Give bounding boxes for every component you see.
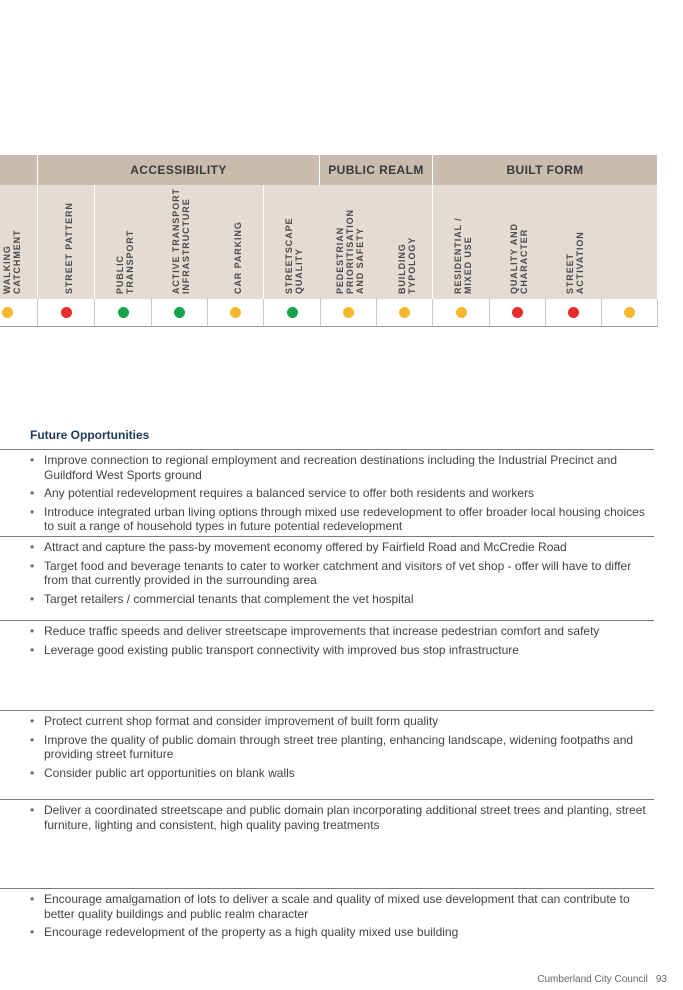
column-header-label: WALKING CATCHMENT: [2, 229, 22, 294]
list-item: [30, 925, 650, 940]
page-footer: [537, 974, 667, 985]
list-item-text: Deliver a coordinated streetscape and public domain plan incorporating additional street trees and planting, street furniture, lighting and consistent, high quality paving treatments: [44, 803, 646, 832]
column-header-label: RESIDENTIAL / MIXED USE: [453, 217, 473, 294]
list-item: [30, 714, 650, 729]
opportunity-group: [30, 892, 650, 944]
group-divider: [0, 710, 654, 711]
column-header-label: STREETSCAPE QUALITY: [284, 217, 304, 294]
list-item: [30, 505, 650, 534]
list-item: [30, 486, 650, 501]
rating-cell: [601, 299, 658, 326]
category-header-row: [0, 155, 658, 185]
list-item: [30, 643, 650, 658]
bullet-icon: •: [30, 732, 35, 747]
rating-cell: [320, 299, 377, 326]
bullet-icon: •: [30, 504, 35, 519]
category-public-realm: PUBLIC REALM: [320, 155, 433, 185]
list-item: [30, 540, 650, 555]
list-item-text: Encourage amalgamation of lots to deliver a scale and quality of mixed use development that can contribute to better quality buildings and public realm character: [44, 892, 630, 921]
rating-dot-red: [61, 307, 72, 318]
group-divider: [0, 536, 654, 537]
column-header-label: CAR PARKING: [233, 221, 243, 294]
rating-dot-amber: [230, 307, 241, 318]
opportunity-group: [30, 540, 650, 610]
bullet-icon: •: [30, 591, 35, 606]
rating-dot-amber: [399, 307, 410, 318]
rating-dot-amber: [456, 307, 467, 318]
column-header-label: QUALITY AND CHARACTER: [509, 223, 529, 294]
page-number: 93: [655, 974, 667, 985]
opportunity-group: [30, 714, 650, 784]
rating-cell: [376, 299, 433, 326]
bullet-icon: •: [30, 803, 35, 817]
list-item-text: Protect current shop format and consider improvement of built form quality: [44, 714, 439, 728]
rating-dot-amber: [624, 307, 635, 318]
list-item: [30, 803, 650, 832]
group-divider: [0, 888, 654, 889]
category-built-form: BUILT FORM: [433, 155, 658, 185]
list-item: [30, 624, 650, 639]
rating-cell: [0, 299, 38, 326]
bullet-icon: •: [30, 765, 35, 780]
opportunity-group: [30, 453, 650, 538]
bullet-icon: •: [30, 486, 35, 500]
rating-dot-green: [287, 307, 298, 318]
rating-cell: [207, 299, 264, 326]
rating-cell: [264, 299, 321, 326]
rating-cell: [38, 299, 95, 326]
rating-dot-amber: [343, 307, 354, 318]
column-header-row: [0, 185, 658, 299]
rating-dot-red: [568, 307, 579, 318]
footer-publisher: Cumberland City Council: [537, 974, 648, 985]
group-divider: [0, 620, 654, 621]
opportunity-group: [30, 803, 650, 836]
column-header-label: STREET ACTIVATION: [565, 231, 585, 294]
list-item: [30, 892, 650, 921]
list-item-text: Introduce integrated urban living options through mixed use redevelopment to offer broader local housing choices to suit a range of household types in future potential redevelopment: [44, 504, 645, 533]
bullet-icon: •: [30, 453, 35, 467]
bullet-icon: •: [30, 925, 35, 939]
list-item-text: Improve connection to regional employment and recreation destinations including the Industrial Precinct and Guildford West Sports ground: [44, 453, 617, 482]
rating-cell: [151, 299, 208, 326]
rating-dot-green: [118, 307, 129, 318]
list-item-text: Encourage redevelopment of the property as a high quality mixed use building: [44, 925, 459, 939]
bullet-icon: •: [30, 642, 35, 657]
rating-cell: [489, 299, 546, 326]
column-header: [565, 185, 658, 299]
group-divider: [0, 449, 654, 450]
rating-dot-amber: [2, 307, 13, 318]
bullet-icon: •: [30, 714, 35, 728]
bullet-icon: •: [30, 892, 35, 906]
list-item-text: Target food and beverage tenants to cater to worker catchment and visitors of vet shop - offer will have to differ from that currently provided in the surrounding area: [44, 558, 632, 587]
category-performance: [0, 155, 38, 185]
list-item: [30, 592, 650, 607]
rating-dot-green: [174, 307, 185, 318]
list-item-text: Attract and capture the pass-by movement economy offered by Fairfield Road and McCredie Road: [44, 540, 567, 554]
group-divider: [0, 799, 654, 800]
rating-cell: [433, 299, 490, 326]
category-accessibility: ACCESSIBILITY: [38, 155, 320, 185]
bullet-icon: •: [30, 558, 35, 573]
list-item-text: Target retailers / commercial tenants that complement the vet hospital: [44, 591, 414, 606]
list-item: [30, 453, 650, 482]
section-title: Future Opportunities: [30, 428, 150, 442]
list-item: [30, 766, 650, 781]
rating-cell: [95, 299, 152, 326]
column-header-label: BUILDING TYPOLOGY: [397, 236, 417, 294]
column-header-label: ACTIVE TRANSPORT INFRASTRUCTURE: [171, 188, 191, 294]
list-item-text: Improve the quality of public domain through street tree planting, enhancing landscape, widening footpaths and providing street furniture: [44, 732, 634, 761]
opportunity-group: [30, 624, 650, 661]
list-item-text: Leverage good existing public transport connectivity with improved bus stop infrastructure: [44, 642, 519, 657]
rating-row: [0, 299, 658, 327]
bullet-icon: •: [30, 624, 35, 638]
list-item-text: Consider public art opportunities on blank walls: [44, 765, 295, 780]
list-item: [30, 559, 650, 588]
bullet-icon: •: [30, 540, 35, 554]
rating-dot-red: [512, 307, 523, 318]
column-header-label: PEDESTRIAN PRIORITISATION AND SAFETY: [335, 209, 365, 294]
column-header-label: PUBLIC TRANSPORT: [115, 229, 135, 294]
column-header-label: STREET PATTERN: [64, 202, 74, 294]
list-item-text: Reduce traffic speeds and deliver streetscape improvements that increase pedestrian comfort and safety: [44, 624, 600, 638]
list-item: [30, 733, 650, 762]
rating-cell: [545, 299, 602, 326]
list-item-text: Any potential redevelopment requires a balanced service to offer both residents and workers: [44, 486, 535, 500]
